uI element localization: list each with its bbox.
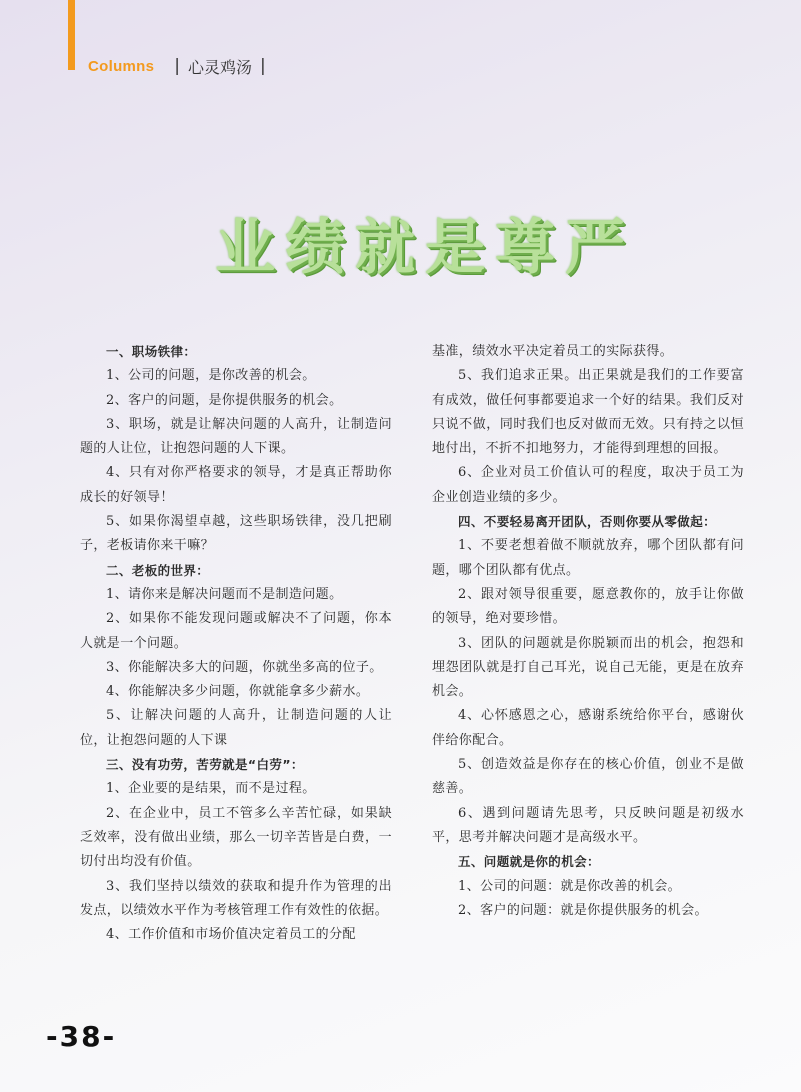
header-separator-right: |: [260, 56, 266, 76]
section-heading: 五、问题就是你的机会：: [458, 854, 600, 870]
paragraph: 5、如果你渴望卓越，这些职场铁律，没几把刷子，老板请你来干嘛？: [80, 514, 392, 554]
column-header: [88, 52, 266, 80]
paragraph: 2、客户的问题：就是你提供服务的机会。: [458, 902, 708, 918]
left-column: [80, 340, 392, 947]
paragraph: 4、工作价值和市场价值决定着员工的分配: [106, 927, 356, 943]
section-heading: 一、职场铁律：: [106, 344, 197, 359]
right-column: [432, 340, 744, 923]
paragraph: 1、公司的问题：就是你改善的机会。: [458, 878, 682, 894]
paragraph: 1、公司的问题，是你改善的机会。: [106, 368, 316, 384]
header-accent-bar: [68, 0, 75, 70]
paragraph: 4、你能解决多少问题，你就能拿多少薪水。: [106, 684, 370, 700]
paragraph-continuation: 基准，绩效水平决定着员工的实际获得。: [432, 344, 674, 359]
paragraph: 6、遇到问题请先思考，只反映问题是初级水平，思考并解决问题才是高级水平。: [432, 805, 744, 845]
article-title: 业绩就是尊严: [215, 213, 635, 283]
paragraph: 4、心怀感恩之心，感谢系统给你平台，感谢伙伴给你配合。: [432, 708, 744, 748]
page-number: -38-: [46, 1020, 117, 1053]
paragraph: 3、我们坚持以绩效的获取和提升作为管理的出发点，以绩效水平作为考核管理工作有效性的依据。: [80, 878, 392, 918]
section-heading: 二、老板的世界：: [106, 562, 210, 578]
paragraph: 2、客户的问题，是你提供服务的机会。: [106, 392, 343, 408]
paragraph: 5、让解决问题的人高升，让制造问题的人让位，让抱怨问题的人下课: [80, 708, 392, 748]
section-heading: 四、不要轻易离开团队，否则你要从零做起：: [458, 514, 717, 530]
paragraph: 5、我们追求正果。出正果就是我们的工作要富有成效，做任何事都要追求一个好的结果。我们反对只说不做，同时我们也反对做而无效。只有持之以恒地付出，不折不扣地努力，才能得到理想的回报。: [432, 368, 744, 457]
paragraph: 2、跟对领导很重要，愿意教你的，放手让你做的领导，绝对要珍惜。: [432, 586, 744, 627]
paragraph: 2、在企业中，员工不管多么辛苦忙碌，如果缺乏效率，没有做出业绩，那么一切辛苦皆是白费，一切付出均没有价值。: [80, 805, 392, 870]
paragraph: 3、职场，就是让解决问题的人高升，让制造问题的人让位，让抱怨问题的人下课。: [80, 416, 392, 457]
paragraph: 3、团队的问题就是你脱颖而出的机会，抱怨和埋怨团队就是打自己耳光，说自己无能，更是在放弃机会。: [432, 635, 744, 700]
section-heading: 三、没有功劳，苦劳就是“白劳”：: [106, 757, 304, 773]
columns-label: Columns: [88, 57, 155, 75]
paragraph: 4、只有对你严格要求的领导，才是真正帮助你成长的好领导！: [80, 465, 392, 505]
paragraph: 1、企业要的是结果，而不是过程。: [106, 781, 316, 797]
paragraph: 6、企业对员工价值认可的程度，取决于员工为企业创造业绩的多少。: [432, 465, 744, 505]
paragraph: 3、你能解决多大的问题，你就坐多高的位子。: [106, 659, 383, 675]
paragraph: 1、请你来是解决问题而不是制造问题。: [106, 586, 343, 602]
paragraph: 2、如果你不能发现问题或解决不了问题，你本人就是一个问题。: [80, 611, 392, 651]
paragraph: 1、不要老想着做不顺就放弃，哪个团队都有问题，哪个团队都有优点。: [432, 538, 744, 578]
paragraph: 5、创造效益是你存在的核心价值，创业不是做慈善。: [432, 757, 744, 797]
section-name: 心灵鸡汤: [188, 57, 253, 77]
header-separator-left: |: [174, 56, 181, 76]
